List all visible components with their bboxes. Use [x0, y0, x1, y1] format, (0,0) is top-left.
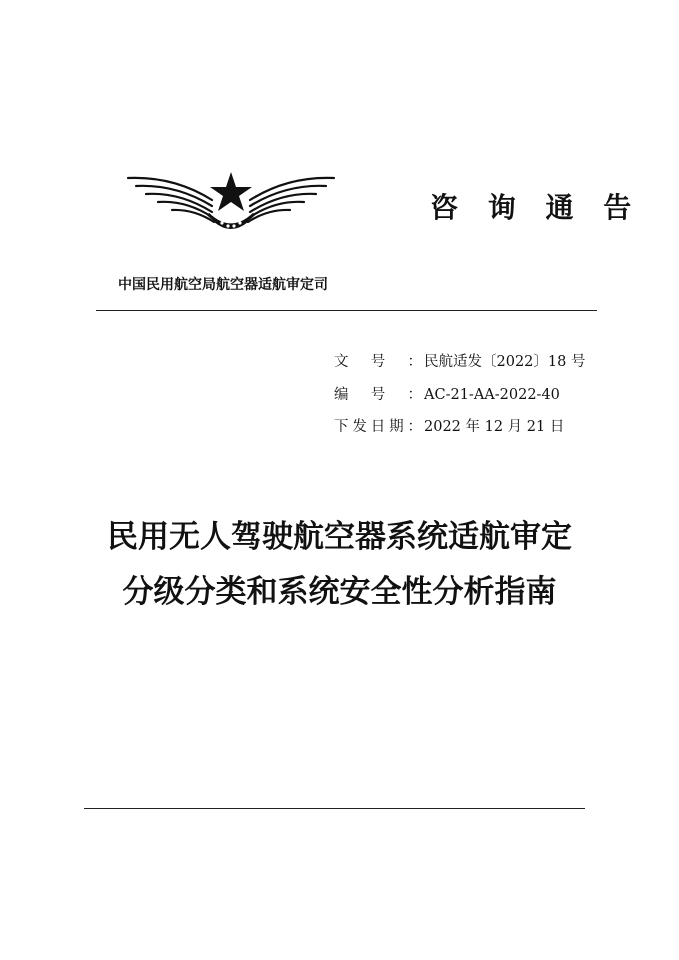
doc-number-row [334, 346, 585, 379]
doc-number-label: 文号： [334, 354, 422, 370]
header-divider [96, 310, 597, 311]
caac-emblem-icon [124, 170, 338, 234]
issuing-authority: 中国民用航空局航空器适航审定司 [118, 277, 328, 293]
code-label: 编号： [334, 386, 422, 403]
date-row [334, 411, 585, 444]
document-title [0, 510, 679, 620]
footer-divider [84, 808, 585, 809]
document-metadata [334, 346, 585, 444]
date-value: 2022 年 12 月 21 日 [424, 419, 565, 435]
notice-type-heading: 咨 询 通 告 [430, 191, 642, 224]
date-label: 下发日期： [334, 419, 422, 435]
code-row [334, 379, 585, 412]
doc-number-value: 民航适发〔2022〕18 号 [424, 354, 586, 370]
title-line-2: 分级分类和系统安全性分析指南 [122, 574, 557, 610]
code-value: AC-21-AA-2022-40 [424, 386, 560, 403]
title-line-1: 民用无人驾驶航空器系统适航审定 [107, 519, 572, 555]
